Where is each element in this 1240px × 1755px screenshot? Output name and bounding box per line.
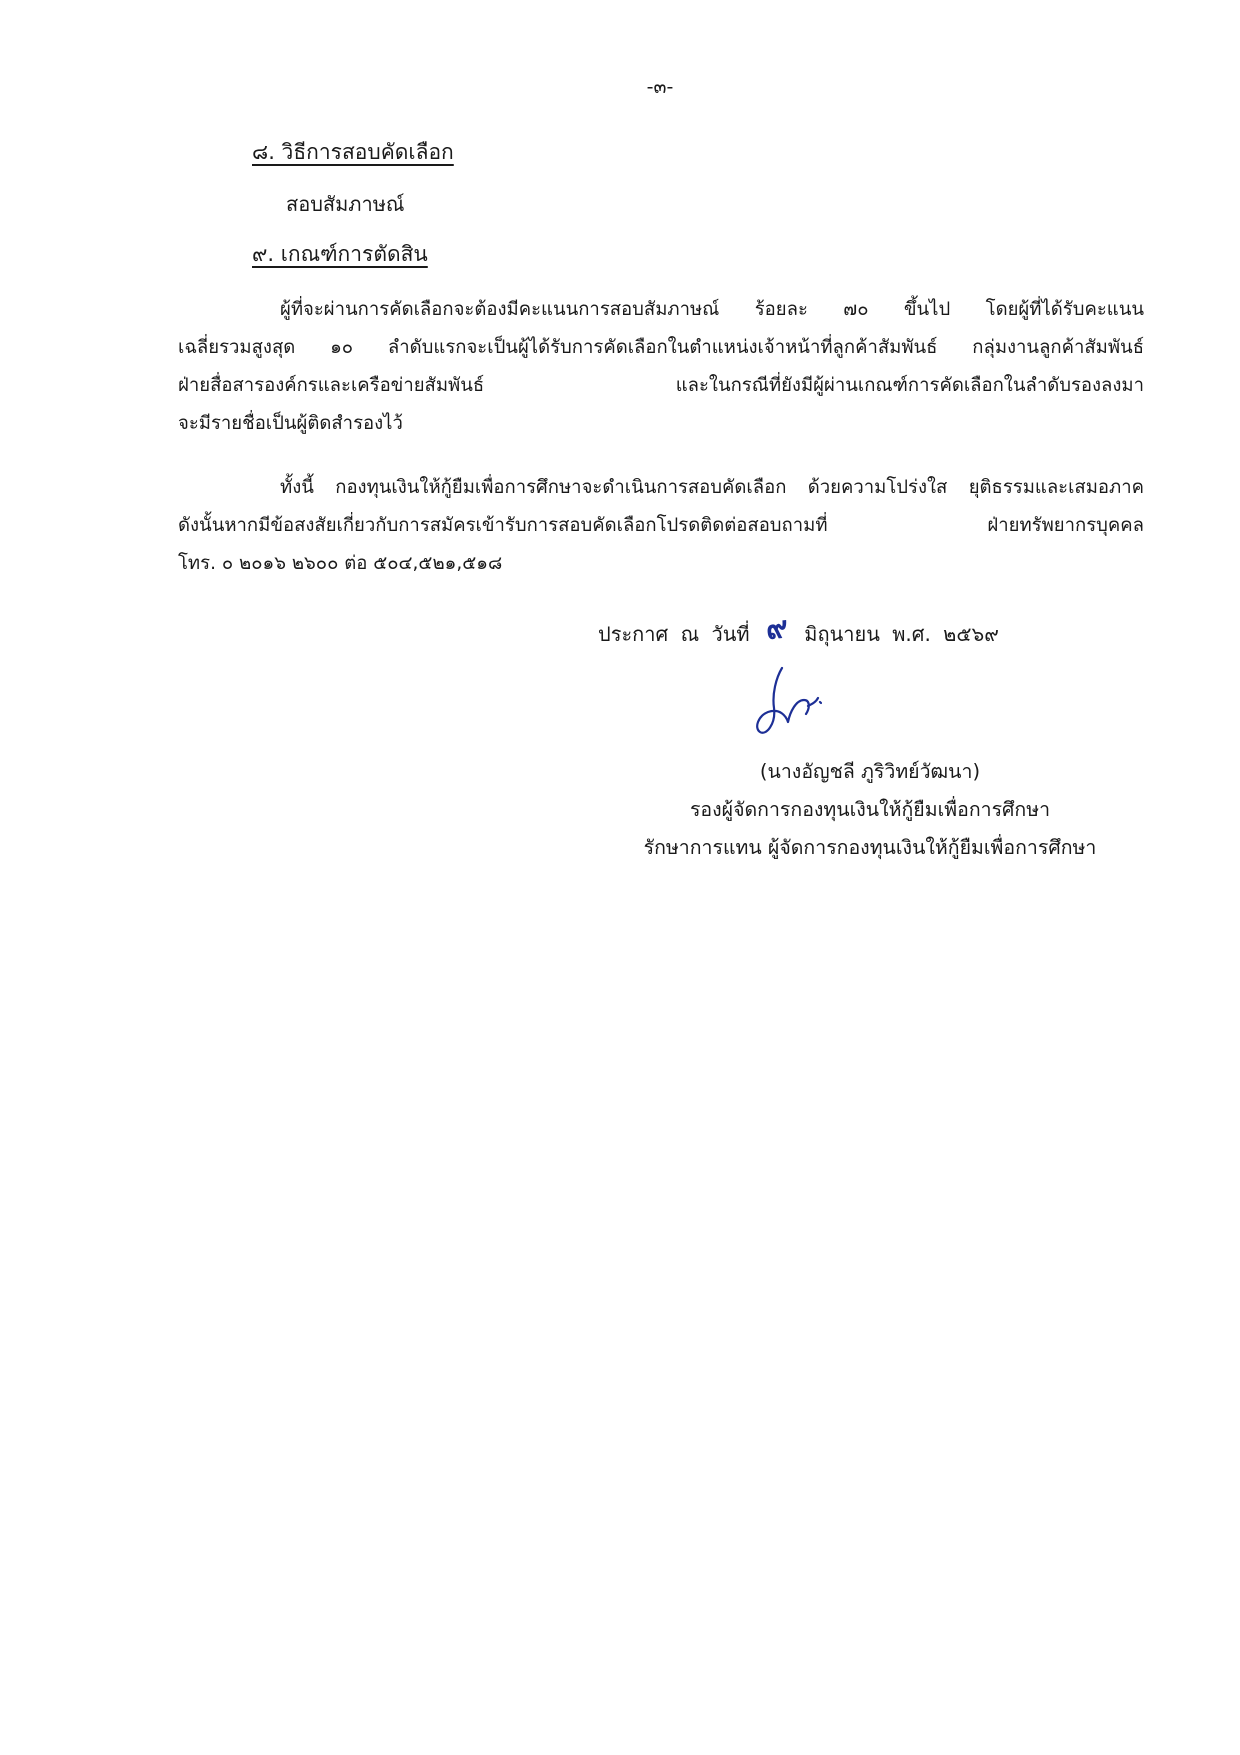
paragraph-line: ผู้ที่จะผ่านการคัดเลือกจะต้องมีคะแนนการสอบสัมภาษณ์ ร้อยละ ๗๐ ขึ้นไป โดยผู้ที่ได้รับคะแนน	[280, 299, 1144, 320]
paragraph-line: โทร. ๐ ๒๐๑๖ ๒๖๐๐ ต่อ ๕๐๔,๕๒๑,๕๑๘	[178, 553, 503, 574]
selection-method: สอบสัมภาษณ์	[286, 192, 405, 216]
paragraph-line: จะมีรายชื่อเป็นผู้ติดสำรองไว้	[178, 413, 403, 434]
signatory-acting-position: รักษาการแทน ผู้จัดการกองทุนเงินให้กู้ยืมเพื่อการศึกษา	[643, 836, 1097, 859]
announcement-month-year: มิถุนายน พ.ศ. ๒๕๖๙	[804, 622, 999, 646]
criteria-paragraph	[178, 291, 1144, 443]
signature-icon	[752, 664, 822, 740]
section-8-heading: ๘. วิธีการสอบคัดเลือก	[252, 140, 454, 164]
handwritten-day: ๙	[764, 609, 790, 648]
paragraph-line: ทั้งนี้ กองทุนเงินให้กู้ยืมเพื่อการศึกษาจะดำเนินการสอบคัดเลือก ด้วยความโปร่งใส ยุติธรรมและเสมอภาค	[280, 477, 1144, 498]
announcement-prefix: ประกาศ ณ วันที่	[598, 622, 750, 646]
section-9-heading: ๙. เกณฑ์การตัดสิน	[252, 242, 428, 266]
paragraph-line: ฝ่ายสื่อสารองค์กรและเครือข่ายสัมพันธ์ และในกรณีที่ยังมีผู้ผ่านเกณฑ์การคัดเลือกในลำดับรองลงมา	[178, 375, 1144, 396]
signatory-position: รองผู้จัดการกองทุนเงินให้กู้ยืมเพื่อการศึกษา	[689, 798, 1051, 821]
paragraph-line: ดังนั้นหากมีข้อสงสัยเกี่ยวกับการสมัครเข้ารับการสอบคัดเลือกโปรดติดต่อสอบถามที่ ฝ่ายทรัพยากรบุคคล	[178, 515, 1144, 536]
paragraph-line: เฉลี่ยรวมสูงสุด ๑๐ ลำดับแรกจะเป็นผู้ได้รับการคัดเลือกในตำแหน่งเจ้าหน้าที่ลูกค้าสัมพันธ์ กลุ่มงานลูกค้าสัมพันธ์	[178, 337, 1144, 358]
closing-paragraph	[178, 469, 1144, 583]
page-number: -๓-	[646, 76, 674, 98]
announcement-date	[598, 608, 999, 655]
signatory-name: (นางอัญชลี ภูริวิทย์วัฒนา)	[759, 760, 981, 783]
